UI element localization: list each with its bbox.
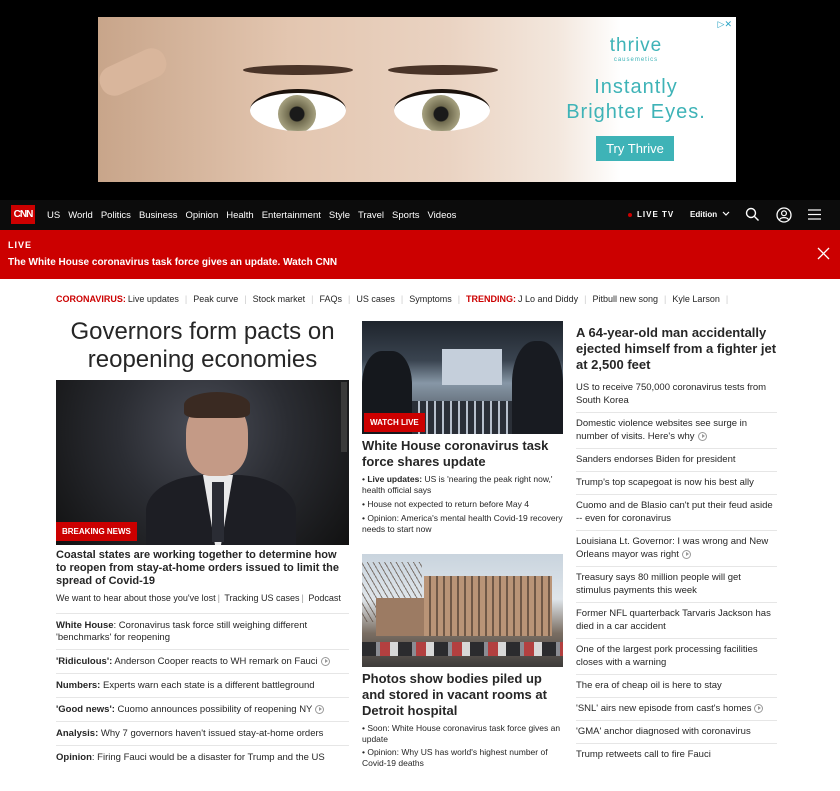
story-headline[interactable]: White House coronavirus task force shares update: [362, 438, 549, 469]
close-icon[interactable]: [817, 247, 830, 260]
search-icon[interactable]: [745, 207, 760, 222]
list-item[interactable]: Domestic violence websites see surge in number of visits. Here's why: [576, 412, 777, 448]
list-item[interactable]: US to receive 750,000 coronavirus tests from South Korea: [576, 382, 767, 406]
list-item[interactable]: One of the largest pork processing facilities closes with a warning: [576, 638, 777, 674]
watch-live-badge: WATCH LIVE: [364, 413, 425, 432]
trending-item[interactable]: Kyle Larson: [672, 294, 720, 304]
list-item[interactable]: • Opinion: America's mental health Covid-19 recovery needs to start now: [362, 513, 563, 534]
list-item[interactable]: • Opinion: Why US has world's highest number of Covid-19 deaths: [362, 747, 548, 768]
list-item[interactable]: 'GMA' anchor diagnosed with coronavirus: [576, 720, 777, 743]
list-item[interactable]: 'Good news': Cuomo announces possibility of reopening NY: [56, 697, 349, 721]
hero-links: We want to hear about those you've lost | Tracking US cases | Podcast: [56, 593, 341, 603]
hero-link[interactable]: Podcast: [308, 593, 341, 603]
story-image-press-briefing[interactable]: [362, 321, 563, 434]
trending-item[interactable]: J Lo and Diddy: [518, 294, 579, 304]
nav-link-sports[interactable]: Sports: [392, 209, 420, 221]
list-item[interactable]: • House not expected to return before May 4: [362, 499, 529, 509]
ad-image-brow: [243, 65, 353, 75]
breaking-news-badge: BREAKING NEWS: [56, 522, 137, 541]
ad-cta-button[interactable]: Try Thrive: [596, 136, 674, 161]
hero-image[interactable]: [56, 380, 349, 545]
story-headline[interactable]: A 64-year-old man accidentally ejected himself from a fighter jet at 2,500 feet: [576, 325, 777, 372]
nav-link-style[interactable]: Style: [328, 209, 350, 221]
trending-label: TRENDING:: [466, 294, 517, 304]
hero-headline[interactable]: Governors form pacts on reopening economies: [70, 318, 335, 373]
hero-subheadline[interactable]: Coastal states are working together to determine how to reopen from stay-at-home orders issued to limit the spread of Covid-19: [56, 549, 339, 587]
list-item[interactable]: Opinion: Firing Fauci would be a disaster for Trump and the US: [56, 745, 349, 769]
list-item[interactable]: Trump retweets call to fire Fauci: [576, 743, 777, 766]
trending-item[interactable]: US cases: [356, 294, 395, 304]
story-sublinks: [362, 474, 563, 538]
live-headline[interactable]: The White House coronavirus task force gives an update. Watch CNN: [8, 257, 338, 268]
top-nav: [0, 200, 840, 230]
story-sublinks: [362, 723, 563, 771]
ad-tagline-line: Brighter Eyes.: [566, 101, 706, 123]
live-dot-icon: [628, 213, 632, 217]
ad-tagline: [556, 75, 716, 125]
nav-link-opinion[interactable]: Opinion: [185, 209, 219, 221]
adchoices-icon[interactable]: ▷✕: [717, 19, 732, 29]
list-item[interactable]: Former NFL quarterback Tarvaris Jackson has died in a car accident: [576, 602, 777, 638]
play-icon: [754, 704, 763, 713]
ad-banner-area: [0, 0, 840, 200]
account-icon[interactable]: [776, 207, 792, 223]
trending-item[interactable]: Peak curve: [193, 294, 239, 304]
list-item[interactable]: Louisiana Lt. Governor: I was wrong and New Orleans mayor was right: [576, 530, 777, 566]
coronavirus-label: CORONAVIRUS:: [56, 294, 126, 304]
nav-link-travel[interactable]: Travel: [358, 209, 385, 221]
nav-link-us[interactable]: US: [47, 209, 61, 221]
left-story-list: [56, 613, 349, 769]
hero-link[interactable]: Tracking US cases: [224, 593, 300, 603]
edition-label: Edition: [690, 210, 718, 219]
ad-tagline-line: Instantly: [594, 76, 678, 98]
ad-image-eye: [394, 89, 490, 131]
ad-image-brow: [388, 65, 498, 75]
trending-bar: CORONAVIRUS: Live updates | Peak curve | Stock market | FAQs | US cases | Symptoms | TRENDING: J Lo and Diddy | Pitbull new song | Kyle Larson |: [56, 294, 729, 304]
ad-brand-sub: causemetics: [613, 57, 659, 63]
nav-link-business[interactable]: Business: [138, 209, 178, 221]
nav-link-world[interactable]: World: [68, 209, 93, 221]
trending-item[interactable]: FAQs: [319, 294, 342, 304]
play-icon: [682, 550, 691, 559]
nav-link-entertainment[interactable]: Entertainment: [261, 209, 321, 221]
play-icon: [698, 432, 707, 441]
right-story-list: [576, 377, 777, 766]
list-item[interactable]: The era of cheap oil is here to stay: [576, 674, 777, 697]
live-banner[interactable]: [0, 230, 840, 279]
live-tv-label: LIVE TV: [637, 210, 675, 219]
list-item[interactable]: 'Ridiculous': Anderson Cooper reacts to WH remark on Fauci: [56, 649, 349, 673]
list-item[interactable]: • Live updates: US is 'nearing the peak right now,' health official says: [362, 474, 553, 495]
cnn-logo[interactable]: CNN: [11, 205, 35, 224]
trending-item[interactable]: Symptoms: [409, 294, 452, 304]
edition-dropdown[interactable]: [690, 210, 730, 219]
live-tv-link[interactable]: [628, 210, 674, 219]
trending-item[interactable]: Pitbull new song: [592, 294, 658, 304]
list-item[interactable]: Analysis: Why 7 governors haven't issued stay-at-home orders: [56, 721, 349, 745]
menu-icon[interactable]: [808, 209, 821, 220]
list-item[interactable]: Cuomo and de Blasio can't put their feud aside -- even for coronavirus: [576, 494, 777, 530]
nav-links: [47, 200, 464, 230]
hero-link[interactable]: We want to hear about those you've lost: [56, 593, 216, 603]
live-label: LIVE: [8, 240, 33, 250]
ad-image-eye: [250, 89, 346, 131]
play-icon: [315, 705, 324, 714]
nav-link-videos[interactable]: Videos: [427, 209, 457, 221]
nav-link-politics[interactable]: Politics: [100, 209, 131, 221]
chevron-down-icon: [722, 211, 730, 217]
list-item[interactable]: Treasury says 80 million people will get stimulus payments this week: [576, 566, 777, 602]
ad-banner[interactable]: [98, 17, 736, 182]
trending-item[interactable]: Live updates: [127, 294, 179, 304]
trending-item[interactable]: Stock market: [252, 294, 306, 304]
ad-brand: thrive: [609, 35, 663, 56]
list-item[interactable]: White House: Coronavirus task force still weighing different 'benchmarks' for reopening: [56, 613, 349, 649]
ad-image-finger: [98, 44, 171, 101]
list-item[interactable]: • Soon: White House coronavirus task force gives an update: [362, 723, 561, 744]
nav-link-health[interactable]: Health: [226, 209, 254, 221]
list-item[interactable]: 'SNL' airs new episode from cast's homes: [576, 697, 777, 720]
list-item[interactable]: Sanders endorses Biden for president: [576, 448, 777, 471]
story-headline[interactable]: Photos show bodies piled up and stored in vacant rooms at Detroit hospital: [362, 671, 547, 718]
story-image-hospital[interactable]: [362, 554, 563, 667]
play-icon: [321, 657, 330, 666]
list-item[interactable]: Numbers: Experts warn each state is a different battleground: [56, 673, 349, 697]
list-item[interactable]: Trump's top scapegoat is now his best ally: [576, 471, 777, 494]
